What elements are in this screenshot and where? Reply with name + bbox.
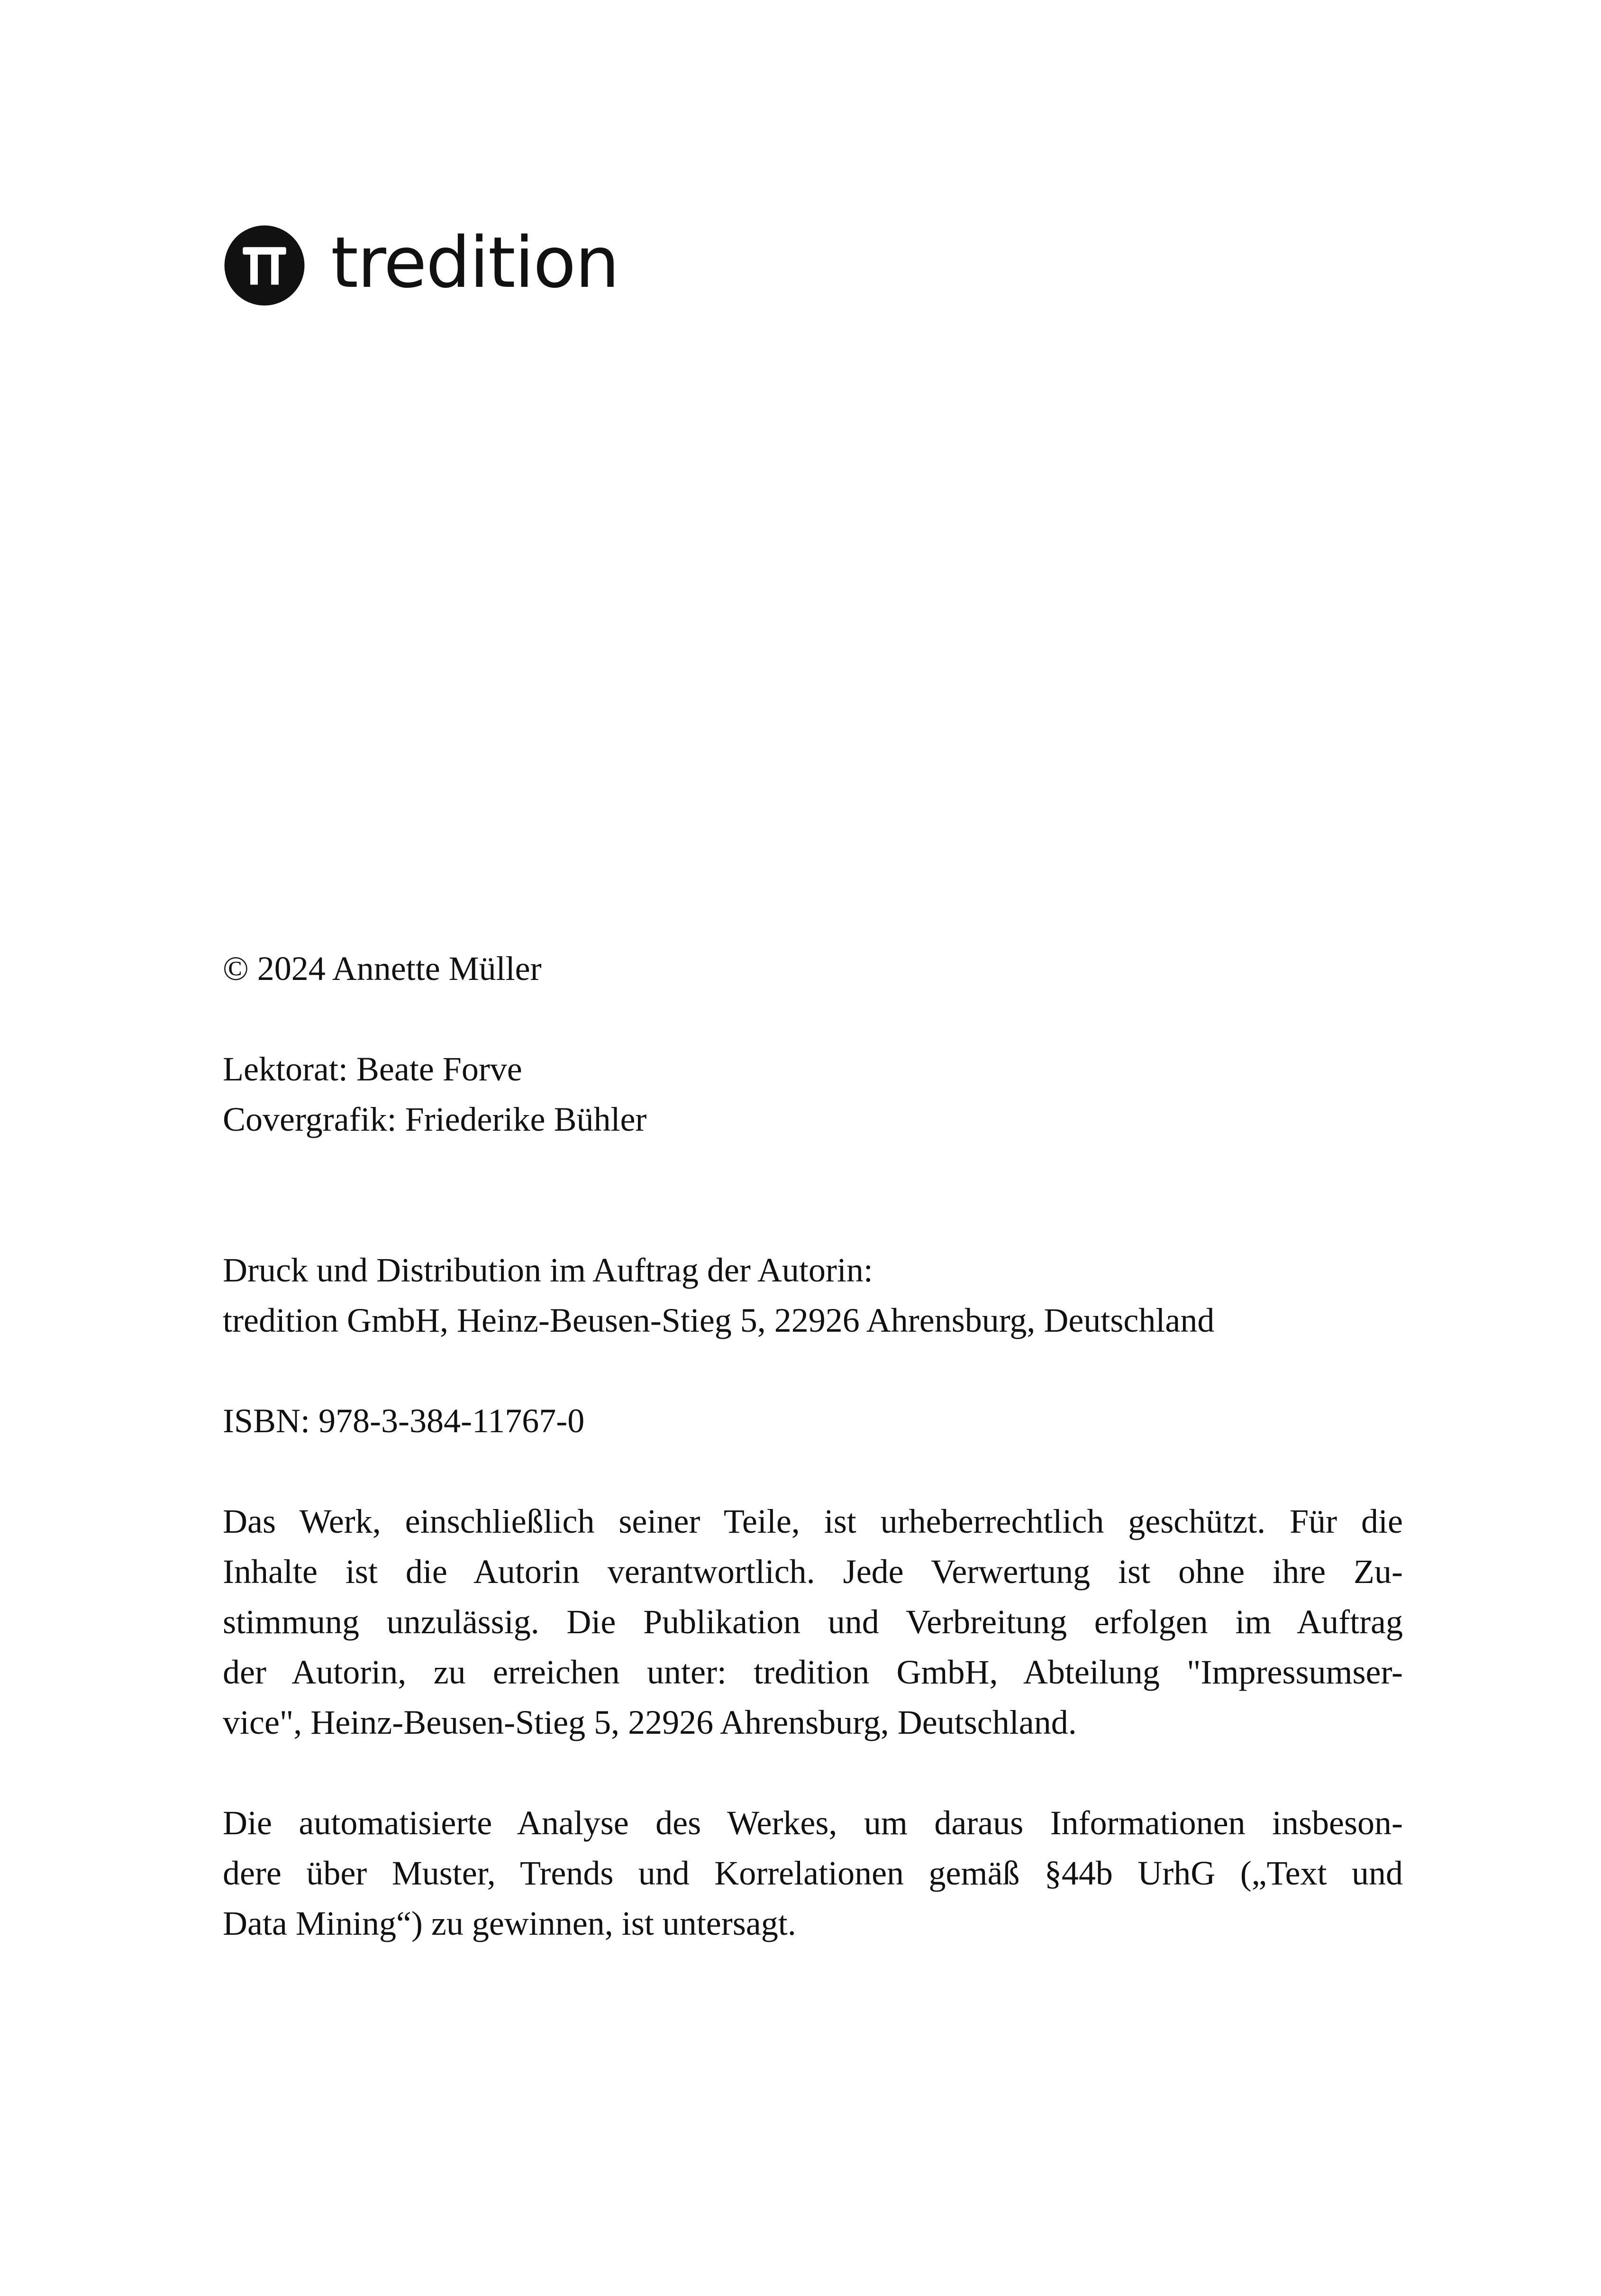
copyright-notice-line: Inhalte ist die Autorin verantwortlich. Jede Verwertung ist ohne ihre Zu- bbox=[223, 1553, 1403, 1591]
tredition-t-logo-icon bbox=[223, 224, 306, 307]
druck-address-line: tredition GmbH, Heinz-Beusen-Stieg 5, 22926 Ahrensburg, Deutschland bbox=[223, 1301, 1215, 1339]
copyright-notice-line: der Autorin, zu erreichen unter: tredition GmbH, Abteilung "Impressumser- bbox=[223, 1653, 1403, 1691]
copyright-notice-paragraph bbox=[223, 1496, 1403, 1747]
druck-line-1: Druck und Distribution im Auftrag der Autorin: bbox=[223, 1251, 873, 1289]
copyright-line: © 2024 Annette Müller bbox=[223, 950, 542, 988]
imprint-text bbox=[223, 943, 1403, 1948]
isbn-line: ISBN: 978-3-384-11767-0 bbox=[223, 1402, 585, 1440]
copyright-notice-line: stimmung unzulässig. Die Publikation und Verbreitung erfolgen im Auftrag bbox=[223, 1603, 1403, 1641]
tdm-notice-line: Data Mining“) zu gewinnen, ist untersagt. bbox=[223, 1904, 796, 1942]
copyright-notice-line: Das Werk, einschließlich seiner Teile, ist urheberrechtlich geschützt. Für die bbox=[223, 1502, 1403, 1540]
publisher-logo bbox=[223, 223, 619, 308]
covergrafik-line: Covergrafik: Friederike Bühler bbox=[223, 1100, 647, 1138]
lektorat-line: Lektorat: Beate Forve bbox=[223, 1050, 522, 1088]
copyright-notice-line: vice", Heinz-Beusen-Stieg 5, 22926 Ahrensburg, Deutschland. bbox=[223, 1703, 1077, 1741]
tdm-notice-line: Die automatisierte Analyse des Werkes, um daraus Informationen insbeson- bbox=[223, 1804, 1403, 1842]
publisher-logo-text: tredition bbox=[331, 222, 619, 303]
tdm-notice-paragraph bbox=[223, 1798, 1403, 1948]
tdm-notice-line: dere über Muster, Trends und Korrelationen gemäß §44b UrhG („Text und bbox=[223, 1854, 1403, 1892]
